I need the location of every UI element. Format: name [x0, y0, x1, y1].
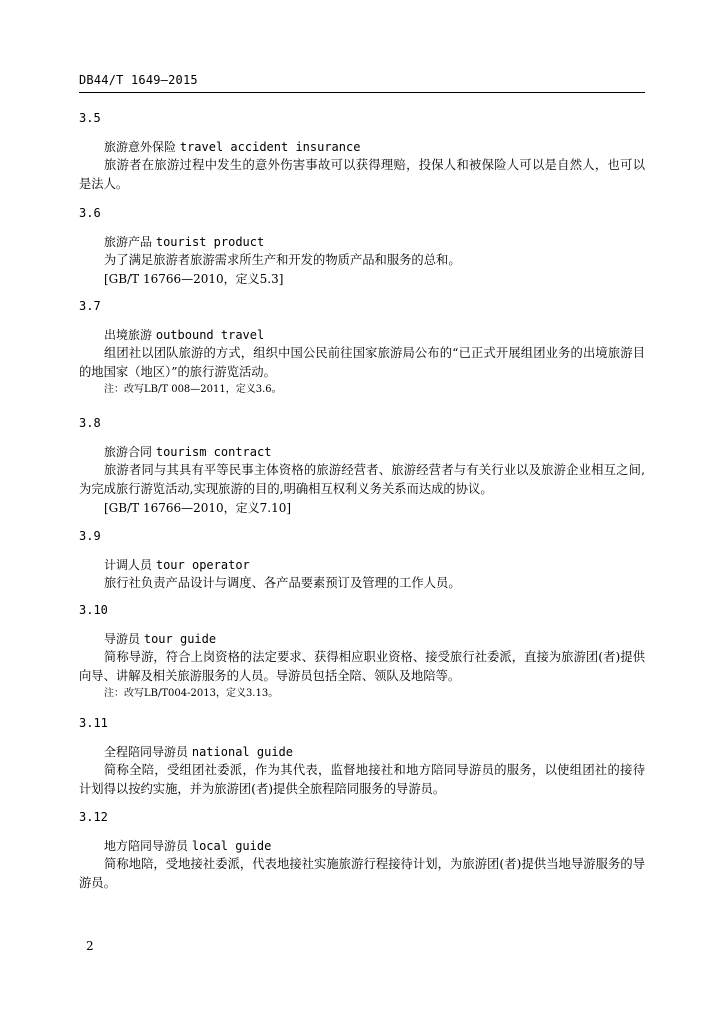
- term-en: local guide: [191, 839, 272, 853]
- section-number: 3.11: [79, 716, 108, 730]
- page-number: 2: [86, 939, 94, 953]
- section-number: 3.7: [79, 299, 101, 313]
- note: 注：改写LB/T004-2013，定义3.13。: [104, 688, 279, 699]
- term-en: tour guide: [143, 632, 217, 646]
- definition: 简称全陪，受组团社委派，作为其代表，监督地接社和地方陪同导游员的服务，以使组团社的接待计划得以按约实施，并为旅游团(者)提供全旅程陪同服务的导游员。: [79, 763, 645, 796]
- definition: 简称导游，符合上岗资格的法定要求、获得相应职业资格、接受旅行社委派，直接为旅游团(者)提供向导、讲解及相关旅游服务的人员。导游员包括全陪、领队及地陪等。: [79, 650, 645, 683]
- term-heading: [79, 631, 645, 647]
- reference: [GB/T 16766—2010，定义5.3]: [104, 272, 284, 286]
- definition: 旅游者同与其具有平等民事主体资格的旅游经营者、旅游经营者与有关行业以及旅游企业相互之间,为完成旅行游览活动,实现旅游的目的,明确相互权利义务关系而达成的协议。: [79, 463, 645, 496]
- section-3-11: [79, 716, 645, 799]
- term-zh: 出境旅游: [104, 328, 153, 342]
- section-number: 3.12: [79, 810, 108, 824]
- definition: 简称地陪，受地接社委派，代表地接社实施旅游行程接待计划，为旅游团(者)提供当地导游服务的导游员。: [79, 857, 645, 890]
- term-zh: 导游员: [104, 632, 141, 646]
- section-3-12: [79, 810, 645, 893]
- section-3-8: [79, 416, 645, 518]
- section-3-5: [79, 111, 645, 194]
- term-en: travel accident insurance: [179, 140, 361, 154]
- section-number: 3.5: [79, 111, 101, 125]
- term-zh: 旅游合同: [104, 445, 153, 459]
- section-3-9: [79, 529, 645, 593]
- reference: [GB/T 16766—2010，定义7.10]: [104, 501, 292, 515]
- term-en: tourism contract: [155, 445, 272, 459]
- term-en: outbound travel: [155, 328, 265, 342]
- section-3-7: [79, 299, 645, 398]
- term-en: national guide: [191, 745, 293, 759]
- term-heading: [79, 557, 645, 573]
- document-header: DB44/T 1649—2015: [79, 73, 198, 87]
- term-heading: [79, 838, 645, 854]
- definition: 旅游者在旅游过程中发生的意外伤害事故可以获得理赔，投保人和被保险人可以是自然人，也可以是法人。: [79, 158, 645, 191]
- section-number: 3.8: [79, 416, 101, 430]
- section-3-10: [79, 603, 645, 702]
- header-rule: [79, 92, 645, 93]
- term-heading: [79, 234, 645, 250]
- term-zh: 旅游产品: [104, 235, 153, 249]
- term-zh: 计调人员: [104, 558, 153, 572]
- section-3-6: [79, 206, 645, 289]
- note: 注：改写LB/T 008—2011，定义3.6。: [104, 384, 282, 395]
- section-number: 3.9: [79, 529, 101, 543]
- term-zh: 旅游意外保险: [104, 140, 177, 154]
- term-heading: [79, 139, 645, 155]
- definition: 为了满足旅游者旅游需求所生产和开发的物质产品和服务的总和。: [104, 253, 461, 267]
- section-number: 3.6: [79, 206, 101, 220]
- term-en: tour operator: [155, 558, 250, 572]
- section-number: 3.10: [79, 603, 108, 617]
- term-heading: [79, 444, 645, 460]
- term-zh: 全程陪同导游员: [104, 745, 189, 759]
- term-zh: 地方陪同导游员: [104, 839, 189, 853]
- definition: 旅行社负责产品设计与调度、各产品要素预订及管理的工作人员。: [104, 576, 461, 590]
- term-heading: [79, 744, 645, 760]
- term-heading: [79, 327, 645, 343]
- term-en: tourist product: [155, 235, 265, 249]
- definition: 组团社以团队旅游的方式，组织中国公民前往国家旅游局公布的“已正式开展组团业务的出境旅游目的地国家（地区）”的旅行游览活动。: [79, 346, 645, 379]
